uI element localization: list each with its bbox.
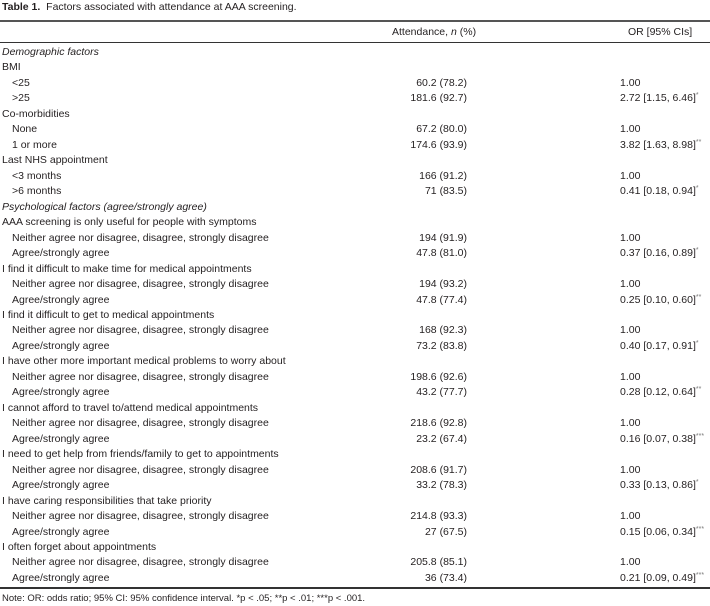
odds-ratio-value: 1.00 — [620, 556, 641, 569]
table-row — [0, 571, 710, 586]
attendance-cell: 47.8 (77.4) — [416, 293, 467, 306]
odds-ratio-value: 3.82 [1.63, 8.98] — [620, 138, 696, 151]
table-row — [0, 277, 710, 292]
odds-ratio-value: 0.16 [0.07, 0.38] — [620, 432, 696, 445]
attendance-cell: 205.8 (85.1) — [410, 556, 467, 569]
table-row — [0, 122, 710, 137]
group-label: I find it difficult to get to medical appointments — [2, 308, 215, 321]
odds-ratio-value: 1.00 — [620, 76, 641, 89]
group-label: BMI — [2, 61, 21, 74]
table-row — [0, 91, 710, 106]
odds-ratio-cell — [620, 370, 640, 385]
odds-ratio-value: 0.15 [0.06, 0.34] — [620, 525, 696, 538]
table-row — [0, 385, 710, 400]
odds-ratio-cell — [620, 432, 704, 447]
header-or: OR [95% CIs] — [628, 26, 693, 38]
row-label: Neither agree nor disagree, disagree, strongly disagree — [12, 370, 269, 383]
group-label: I need to get help from friends/family to get to appointments — [2, 448, 279, 461]
table-row — [0, 138, 710, 153]
odds-ratio-value: 1.00 — [620, 463, 641, 476]
odds-ratio-cell — [620, 138, 701, 153]
odds-ratio-cell — [620, 169, 640, 184]
group-label: I have other more important medical problems to worry about — [2, 355, 286, 368]
table-body — [0, 45, 710, 586]
attendance-cell: 60.2 (78.2) — [416, 76, 467, 89]
significance-marker: *** — [695, 571, 705, 579]
significance-marker: * — [695, 185, 699, 193]
attendance-cell: 71 (83.5) — [424, 185, 467, 198]
odds-ratio-cell — [620, 246, 699, 261]
attendance-cell: 23.2 (67.4) — [416, 432, 467, 445]
row-label: Agree/strongly agree — [12, 432, 110, 445]
table-row — [0, 432, 710, 447]
table-row — [0, 478, 710, 493]
odds-ratio-value: 0.41 [0.18, 0.94] — [620, 185, 696, 198]
row-label: Neither agree nor disagree, disagree, strongly disagree — [12, 278, 269, 291]
bottom-rule — [0, 587, 710, 589]
attendance-cell: 194 (93.2) — [419, 278, 467, 291]
attendance-cell: 73.2 (83.8) — [416, 339, 467, 352]
group-label: I often forget about appointments — [2, 541, 157, 553]
odds-ratio-value: 1.00 — [620, 231, 641, 244]
row-label: Agree/strongly agree — [12, 339, 110, 352]
odds-ratio-cell — [620, 555, 640, 570]
table-row — [0, 463, 710, 478]
significance-marker: ** — [695, 386, 702, 394]
group-label: Co-morbidities — [2, 107, 70, 120]
attendance-cell: 181.6 (92.7) — [410, 92, 467, 105]
significance-marker: * — [695, 339, 699, 347]
odds-ratio-value: 1.00 — [620, 510, 641, 523]
table-row — [0, 215, 710, 230]
odds-ratio-value: 1.00 — [620, 169, 641, 182]
odds-ratio-value: 0.28 [0.12, 0.64] — [620, 386, 696, 399]
row-label: Neither agree nor disagree, disagree, strongly disagree — [12, 231, 269, 244]
table-label: Table 1. — [2, 1, 41, 13]
odds-ratio-cell — [620, 323, 640, 338]
significance-marker: ** — [695, 138, 702, 146]
attendance-cell: 67.2 (80.0) — [416, 123, 467, 136]
row-label: Agree/strongly agree — [12, 386, 110, 399]
row-label: Agree/strongly agree — [12, 571, 110, 584]
row-label: >25 — [12, 92, 30, 105]
table-row — [0, 246, 710, 261]
attendance-cell: 214.8 (93.3) — [410, 510, 467, 523]
table-row — [0, 323, 710, 338]
table-row — [0, 76, 710, 91]
odds-ratio-value: 1.00 — [620, 324, 641, 337]
row-label: Neither agree nor disagree, disagree, strongly disagree — [12, 556, 269, 569]
odds-ratio-cell — [620, 184, 699, 199]
attendance-cell: 43.2 (77.7) — [416, 386, 467, 399]
row-label: Neither agree nor disagree, disagree, strongly disagree — [12, 324, 269, 337]
header-rule — [0, 42, 710, 43]
attendance-cell: 33.2 (78.3) — [416, 479, 467, 492]
table-row — [0, 262, 710, 277]
table-row — [0, 401, 710, 416]
attendance-cell: 166 (91.2) — [419, 169, 467, 182]
odds-ratio-value: 1.00 — [620, 123, 641, 136]
attendance-cell: 174.6 (93.9) — [410, 138, 467, 151]
header-attendance-n: n — [450, 26, 457, 38]
table-row — [0, 494, 710, 509]
table-row — [0, 169, 710, 184]
attendance-cell: 208.6 (91.7) — [410, 463, 467, 476]
odds-ratio-cell — [620, 231, 640, 246]
section-heading: Psychological factors (agree/strongly agree) — [2, 200, 207, 213]
table-row — [0, 525, 710, 540]
row-label: Agree/strongly agree — [12, 479, 110, 492]
odds-ratio-value: 2.72 [1.15, 6.46] — [620, 92, 696, 105]
attendance-cell: 194 (91.9) — [419, 231, 467, 244]
table-note: Note: OR: odds ratio; 95% CI: 95% confidence interval. *p < .05; **p < .01; ***p < .001. — [2, 593, 366, 604]
significance-marker: * — [695, 479, 699, 487]
odds-ratio-value: 0.40 [0.17, 0.91] — [620, 339, 696, 352]
row-label: <3 months — [12, 169, 62, 182]
table-row — [0, 107, 710, 122]
group-label: I find it difficult to make time for medical appointments — [2, 262, 252, 275]
odds-ratio-value: 1.00 — [620, 370, 641, 383]
odds-ratio-cell — [620, 509, 640, 524]
table-row — [0, 45, 710, 60]
odds-ratio-cell — [620, 277, 640, 292]
table-row — [0, 293, 710, 308]
odds-ratio-cell — [620, 91, 699, 106]
table-row — [0, 416, 710, 431]
odds-ratio-value: 0.25 [0.10, 0.60] — [620, 293, 696, 306]
table-row — [0, 184, 710, 199]
odds-ratio-value: 1.00 — [620, 417, 641, 430]
odds-ratio-cell — [620, 339, 699, 354]
table-title: Factors associated with attendance at AAA screening. — [46, 1, 297, 13]
table-row — [0, 447, 710, 462]
table-caption — [2, 0, 297, 14]
group-label: I have caring responsibilities that take priority — [2, 494, 212, 507]
row-label: <25 — [12, 76, 30, 89]
row-label: None — [12, 123, 38, 136]
significance-marker: *** — [695, 432, 705, 440]
group-label: AAA screening is only useful for people with symptoms — [2, 216, 257, 229]
table-row — [0, 200, 710, 215]
table-row — [0, 540, 710, 555]
odds-ratio-cell — [620, 76, 640, 91]
significance-marker: * — [695, 247, 699, 255]
significance-marker: * — [695, 92, 699, 100]
table-row — [0, 370, 710, 385]
row-label: Agree/strongly agree — [12, 293, 110, 306]
header-attendance — [392, 25, 476, 39]
row-label: >6 months — [12, 185, 62, 198]
table-row — [0, 153, 710, 168]
odds-ratio-value: 1.00 — [620, 278, 641, 291]
odds-ratio-value: 0.37 [0.16, 0.89] — [620, 247, 696, 260]
attendance-cell: 168 (92.3) — [419, 324, 467, 337]
table-row — [0, 354, 710, 369]
row-label: Neither agree nor disagree, disagree, strongly disagree — [12, 510, 269, 523]
odds-ratio-cell — [620, 525, 704, 540]
row-label: Neither agree nor disagree, disagree, strongly disagree — [12, 417, 269, 430]
odds-ratio-cell — [620, 416, 640, 431]
top-rule — [0, 20, 710, 22]
row-label: Agree/strongly agree — [12, 525, 110, 538]
odds-ratio-cell — [620, 122, 640, 137]
attendance-cell: 36 (73.4) — [424, 571, 467, 584]
row-label: 1 or more — [12, 138, 57, 151]
table-row — [0, 339, 710, 354]
attendance-cell: 27 (67.5) — [424, 525, 467, 538]
odds-ratio-cell — [620, 293, 701, 308]
header-attendance-text: Attendance, — [392, 26, 451, 38]
attendance-cell: 198.6 (92.6) — [410, 370, 467, 383]
row-label: Agree/strongly agree — [12, 247, 110, 260]
attendance-cell: 218.6 (92.8) — [410, 417, 467, 430]
attendance-cell: 47.8 (81.0) — [416, 247, 467, 260]
odds-ratio-cell — [620, 385, 701, 400]
odds-ratio-value: 0.33 [0.13, 0.86] — [620, 479, 696, 492]
odds-ratio-cell — [620, 463, 640, 478]
table-row — [0, 231, 710, 246]
table-row — [0, 308, 710, 323]
group-label: Last NHS appointment — [2, 154, 108, 167]
row-label: Neither agree nor disagree, disagree, strongly disagree — [12, 463, 269, 476]
odds-ratio-cell — [620, 478, 699, 493]
odds-ratio-cell — [620, 571, 704, 586]
significance-marker: *** — [695, 525, 705, 533]
odds-ratio-value: 0.21 [0.09, 0.49] — [620, 571, 696, 584]
group-label: I cannot afford to travel to/attend medical appointments — [2, 401, 259, 414]
section-heading: Demographic factors — [2, 46, 99, 58]
significance-marker: ** — [695, 293, 702, 301]
table-row — [0, 555, 710, 570]
header-attendance-pct: (%) — [456, 26, 477, 38]
table-row — [0, 509, 710, 524]
table-row — [0, 60, 710, 75]
